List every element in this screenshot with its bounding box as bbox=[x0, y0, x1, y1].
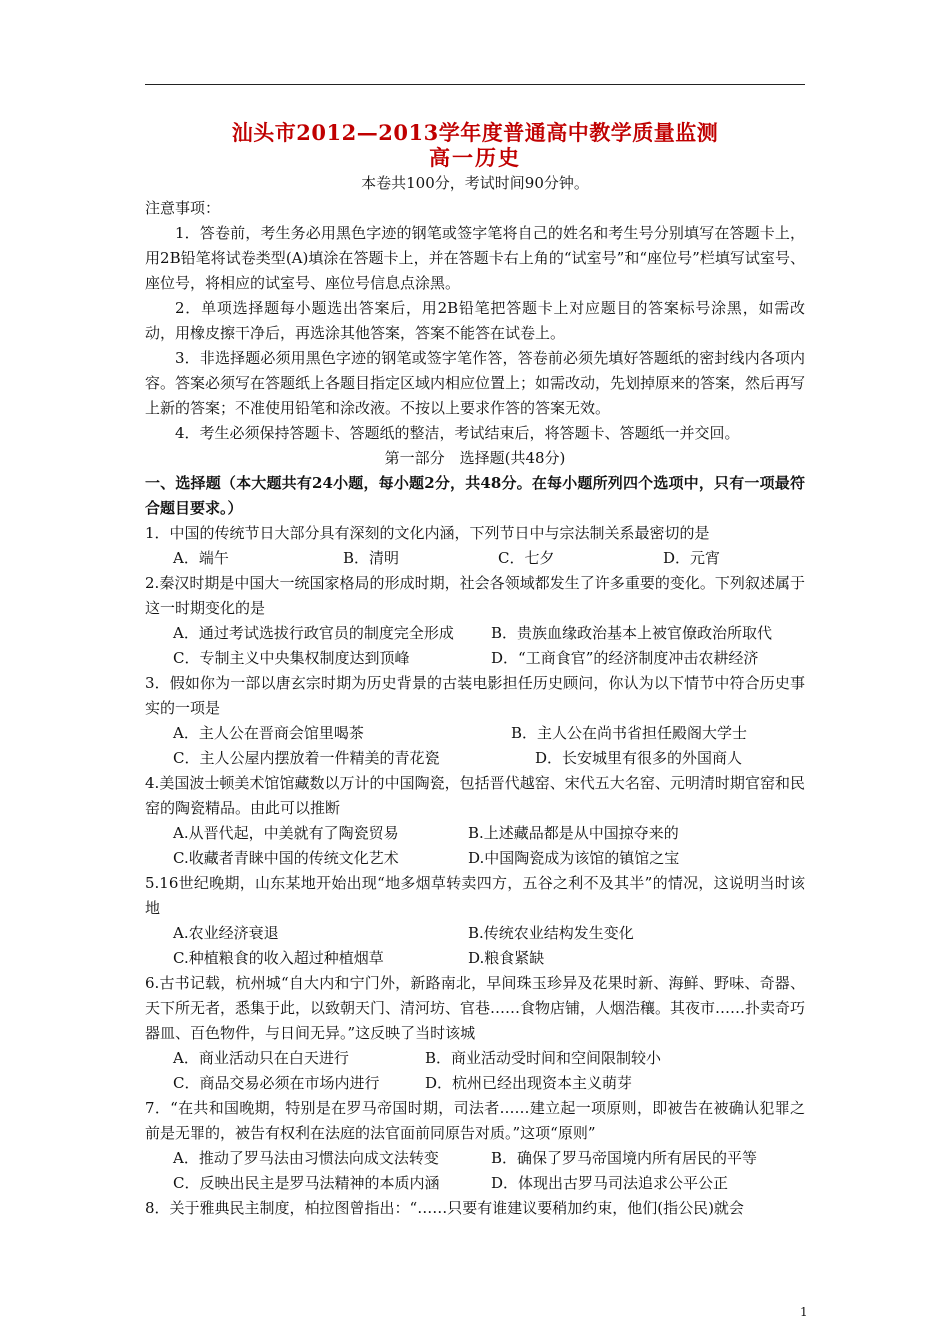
question-stem: 5.16世纪晚期，山东某地开始出现“地多烟草转卖四方，五谷之利不及其半”的情况，这说明当时该地 bbox=[145, 874, 805, 917]
option-row bbox=[145, 1146, 805, 1171]
option-b: B．商业活动受时间和空间限制较小 bbox=[425, 1049, 662, 1067]
option-d: D．体现出古罗马司法追求公平公正 bbox=[491, 1174, 729, 1192]
option-c: C．反映出民主是罗马法精神的本质内涵 bbox=[173, 1174, 440, 1192]
notice-item: 4．考生必须保持答题卡、答题纸的整洁，考试结束后，将答题卡、答题纸一并交回。 bbox=[175, 424, 740, 442]
option-c: C.收藏者青睐中国的传统文化艺术 bbox=[173, 849, 399, 867]
exam-title: 汕头市2012—2013学年度普通高中教学质量监测 bbox=[231, 120, 719, 145]
option-c: C．专制主义中央集权制度达到顶峰 bbox=[173, 649, 410, 667]
option-d: D.中国陶瓷成为该馆的镇馆之宝 bbox=[468, 849, 680, 867]
notice-heading: 注意事项： bbox=[145, 199, 221, 217]
option-a: A．主人公在晋商会馆里喝茶 bbox=[173, 724, 364, 742]
option-row bbox=[145, 1046, 805, 1071]
option-row bbox=[145, 921, 805, 946]
option-c: C．商品交易必须在市场内进行 bbox=[173, 1074, 380, 1092]
option-a: A.农业经济衰退 bbox=[173, 924, 279, 942]
option-a: A．推动了罗马法由习惯法向成文法转变 bbox=[173, 1149, 439, 1167]
question-stem: 4.美国波士顿美术馆馆藏数以万计的中国陶瓷，包括晋代越窑、宋代五大名窑、元明清时期官窑和民窑的陶瓷精品。由此可以推断 bbox=[145, 774, 805, 817]
option-row bbox=[145, 846, 805, 871]
option-a: A．商业活动只在白天进行 bbox=[173, 1049, 349, 1067]
option-d: D．长安城里有很多的外国商人 bbox=[535, 749, 743, 767]
option-c: C．主人公屋内摆放着一件精美的青花瓷 bbox=[173, 749, 440, 767]
option-d: D．杭州已经出现资本主义萌芽 bbox=[425, 1074, 633, 1092]
exam-subtitle: 高一历史 bbox=[429, 145, 521, 170]
notice-item: 1．答卷前，考生务必用黑色字迹的钢笔或签字笔将自己的姓名和考生号分别填写在答题卡上，用2B铅笔将试卷类型(A)填涂在答题卡上，并在答题卡右上角的“试室号”和“座位号”栏填写试室号、座位号，将相应的试室号、座位号信息点涂黑。 bbox=[145, 224, 805, 292]
notice-item: 3．非选择题必须用黑色字迹的钢笔或签字笔作答，答卷前必须先填好答题纸的密封线内各项内容。答案必须写在答题纸上各题目指定区域内相应位置上；如需改动，先划掉原来的答案，然后再写上新的答案；不准使用铅笔和涂改液。不按以上要求作答的答案无效。 bbox=[145, 349, 806, 417]
notice-item: 2．单项选择题每小题选出答案后，用2B铅笔把答题卡上对应题目的答案标号涂黑，如需改动，用橡皮擦干净后，再选涂其他答案，答案不能答在试卷上。 bbox=[145, 299, 805, 342]
option-c: C.种植粮食的收入超过种植烟草 bbox=[173, 949, 384, 967]
question-stem: 8．关于雅典民主制度，柏拉图曾指出：“……只要有谁建议要稍加约束，他们(指公民)就会 bbox=[145, 1199, 744, 1217]
exam-info: 本卷共100分，考试时间90分钟。 bbox=[361, 174, 589, 192]
option-row bbox=[145, 721, 805, 746]
section-heading: 一、选择题（本大题共有24小题，每小题2分，共48分。在每小题所列四个选项中，只有一项最符合题目要求。） bbox=[145, 474, 805, 517]
option-row bbox=[145, 1171, 805, 1196]
option-d: D．“工商食官”的经济制度冲击农耕经济 bbox=[491, 649, 759, 667]
option-row bbox=[145, 1071, 805, 1096]
question-stem: 2.秦汉时期是中国大一统国家格局的形成时期，社会各领域都发生了许多重要的变化。下列叙述属于这一时期变化的是 bbox=[145, 574, 805, 617]
top-rule bbox=[145, 84, 805, 85]
option-row bbox=[145, 646, 805, 671]
option-b: B.上述藏品都是从中国掠夺来的 bbox=[468, 824, 679, 842]
option-c: C．七夕 bbox=[498, 549, 555, 567]
option-b: B．贵族血缘政治基本上被官僚政治所取代 bbox=[491, 624, 773, 642]
option-a: A.从晋代起，中美就有了陶瓷贸易 bbox=[173, 824, 399, 842]
question-stem: 1．中国的传统节日大部分具有深刻的文化内涵，下列节日中与宗法制关系最密切的是 bbox=[145, 524, 710, 542]
option-b: B．确保了罗马帝国境内所有居民的平等 bbox=[491, 1149, 758, 1167]
part-title: 第一部分 选择题(共48分) bbox=[384, 449, 566, 467]
option-a: A．通过考试选拔行政官员的制度完全形成 bbox=[173, 624, 454, 642]
question-stem: 7．“在共和国晚期，特别是在罗马帝国时期，司法者……建立起一项原则，即被告在被确认犯罪之前是无罪的，被告有权利在法庭的法官面前同原告对质。”这项“原则” bbox=[145, 1099, 805, 1142]
option-row bbox=[145, 946, 805, 971]
option-b: B．清明 bbox=[343, 549, 400, 567]
option-row bbox=[145, 821, 805, 846]
option-b: B．主人公在尚书省担任殿阁大学士 bbox=[511, 724, 748, 742]
exam-page bbox=[145, 120, 805, 1221]
option-b: B.传统农业结构发生变化 bbox=[468, 924, 634, 942]
option-a: A．端午 bbox=[173, 549, 229, 567]
option-row bbox=[145, 621, 805, 646]
option-row bbox=[145, 746, 805, 771]
question-stem: 6.古书记载，杭州城“自大内和宁门外，新路南北，早间珠玉珍异及花果时新、海鲜、野味、奇器、天下所无者，悉集于此，以致朝天门、清河坊、官巷……食物店铺，人烟浩穰。其夜市……扑卖奇巧器皿、百色物件，与日间无异。”这反映了当时该城 bbox=[145, 974, 806, 1042]
option-d: D.粮食紧缺 bbox=[468, 949, 545, 967]
option-row bbox=[145, 546, 805, 571]
option-d: D．元宵 bbox=[663, 549, 721, 567]
question-stem: 3．假如你为一部以唐玄宗时期为历史背景的古装电影担任历史顾问，你认为以下情节中符合历史事实的一项是 bbox=[145, 674, 805, 717]
page-number: 1 bbox=[800, 1305, 808, 1319]
